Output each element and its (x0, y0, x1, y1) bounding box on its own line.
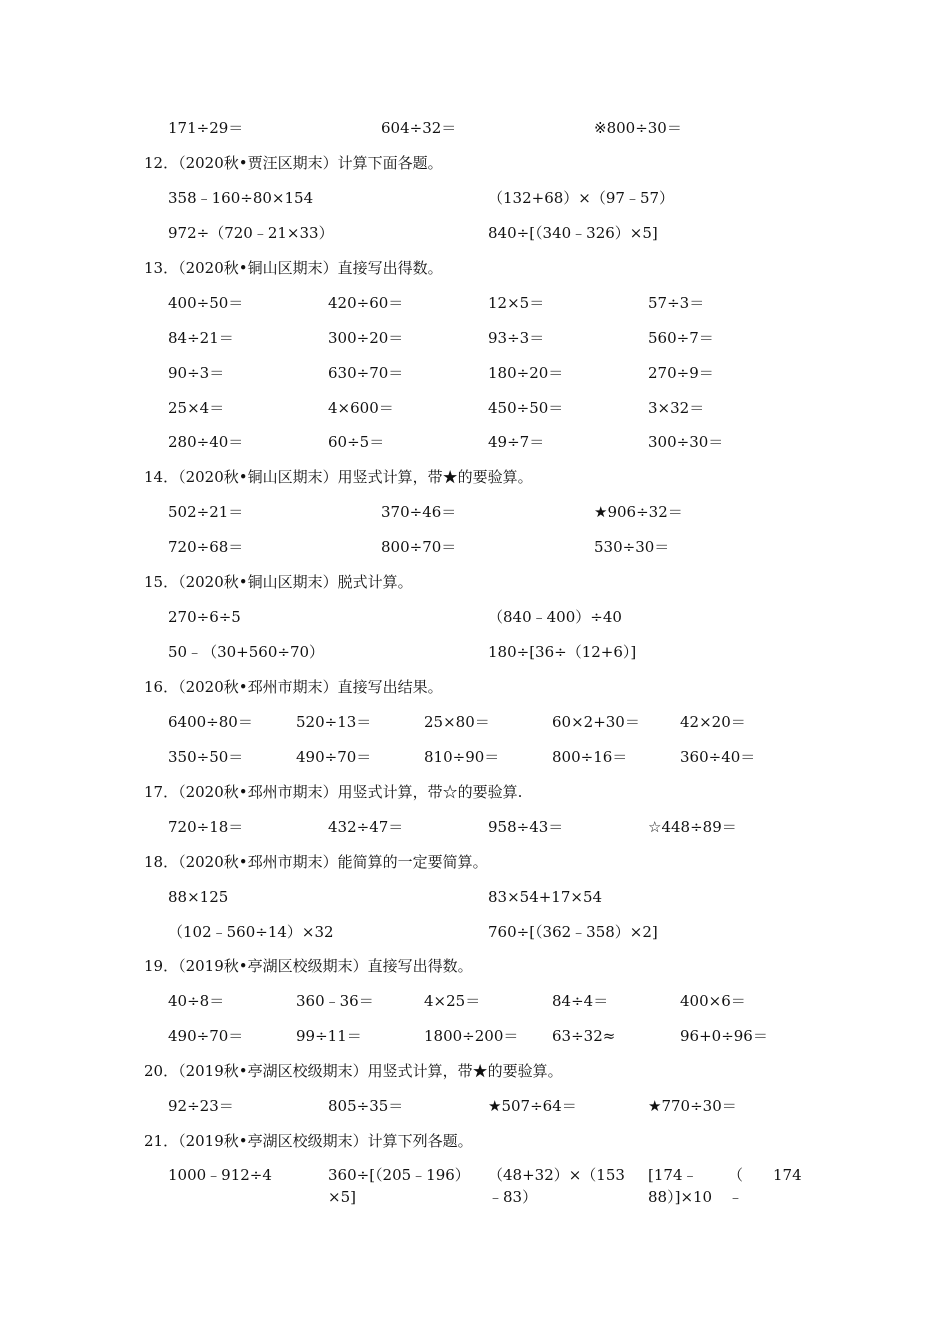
exercise: 42×20＝ (680, 713, 746, 731)
exercise: 180÷20＝ (488, 364, 564, 382)
question-12-title: 12．（2020秋•贾汪区期末）计算下面各题。 (144, 154, 443, 172)
exercise: 99÷11＝ (296, 1027, 362, 1045)
exercise: 560÷7＝ (648, 329, 714, 347)
exercise-row (0, 396, 950, 420)
exercise: （132+68）×（97﹣57） (488, 189, 675, 207)
exercise: 958÷43＝ (488, 818, 564, 836)
exercise: ★770÷30＝ (648, 1097, 737, 1115)
question-16-title: 16．（2020秋•邳州市期末）直接写出结果。 (144, 678, 443, 696)
exercise-row (0, 920, 950, 944)
exercise: 1000﹣912÷4 (168, 1166, 272, 1184)
exercise: ☆448÷89＝ (648, 818, 737, 836)
exercise-row (0, 640, 950, 664)
exercise: 171÷29＝ (168, 119, 244, 137)
exercise: 720÷18＝ (168, 818, 244, 836)
exercise: 358﹣160÷80×154 (168, 189, 314, 207)
exercise: 90÷3＝ (168, 364, 225, 382)
exercise-row (0, 326, 950, 350)
exercise-row (0, 1024, 950, 1048)
exercise: 4×25＝ (424, 992, 481, 1010)
exercise: 360÷[（205﹣196）×5] (328, 1166, 470, 1206)
exercise: （48+32）×（153﹣83） (488, 1166, 625, 1206)
exercise: 60÷5＝ (328, 433, 385, 451)
exercise: ★906÷32＝ (594, 503, 683, 521)
exercise: 360÷40＝ (680, 748, 756, 766)
exercise: 57÷3＝ (648, 294, 705, 312)
exercise: 300÷20＝ (328, 329, 404, 347)
exercise: [174﹣88）]×10 (648, 1166, 713, 1206)
exercise-row (0, 605, 950, 629)
exercise: 12×5＝ (488, 294, 545, 312)
exercise: 720÷68＝ (168, 538, 244, 556)
exercise: 3×32＝ (648, 399, 705, 417)
exercise: 270÷9＝ (648, 364, 714, 382)
exercise: （102﹣560÷14）×32 (168, 923, 334, 941)
exercise: 800÷70＝ (381, 538, 457, 556)
exercise: 432÷47＝ (328, 818, 404, 836)
exercise: 270÷6÷5 (168, 608, 241, 626)
exercise: 760÷[（362﹣358）×2] (488, 923, 658, 941)
exercise: 88×125 (168, 888, 229, 906)
exercise: 350÷50＝ (168, 748, 244, 766)
exercise-row (0, 535, 950, 559)
exercise: 83×54+17×54 (488, 888, 603, 906)
exercise: 1800÷200＝ (424, 1027, 519, 1045)
exercise-row (0, 815, 950, 839)
exercise: 490÷70＝ (296, 748, 372, 766)
exercise-row (0, 710, 950, 734)
exercise: 92÷23＝ (168, 1097, 234, 1115)
exercise: 25×80＝ (424, 713, 490, 731)
exercise: 502÷21＝ (168, 503, 244, 521)
question-21-title: 21．（2019秋•亭湖区校级期末）计算下列各题。 (144, 1132, 473, 1150)
exercise: ★507÷64＝ (488, 1097, 577, 1115)
exercise: 400÷50＝ (168, 294, 244, 312)
question-13-title: 13．（2020秋•铜山区期末）直接写出得数。 (144, 259, 443, 277)
question-15-title: 15．（2020秋•铜山区期末）脱式计算。 (144, 573, 413, 591)
exercise-row (0, 291, 950, 315)
exercise: （ 174﹣ (728, 1166, 802, 1206)
exercise: 520÷13＝ (296, 713, 372, 731)
question-17-title: 17．（2020秋•邳州市期末）用竖式计算，带☆的要验算. (144, 783, 523, 801)
exercise: 40÷8＝ (168, 992, 225, 1010)
exercise: 840÷[（340﹣326）×5] (488, 224, 658, 242)
exercise: 972÷（720﹣21×33） (168, 224, 334, 242)
exercise: 93÷3＝ (488, 329, 545, 347)
exercise: 604÷32＝ (381, 119, 457, 137)
exercise: 4×600＝ (328, 399, 394, 417)
exercise: （840﹣400）÷40 (488, 608, 622, 626)
exercise: 810÷90＝ (424, 748, 500, 766)
exercise-row (0, 745, 950, 769)
exercise-row (0, 361, 950, 385)
exercise: 180÷[36÷（12+6）] (488, 643, 637, 661)
top-exercise-row (0, 116, 950, 140)
exercise: 300÷30＝ (648, 433, 724, 451)
exercise: 60×2+30＝ (552, 713, 640, 731)
exercise: 530÷30＝ (594, 538, 670, 556)
exercise: 450÷50＝ (488, 399, 564, 417)
exercise: 84÷4＝ (552, 992, 609, 1010)
exercise: ※800÷30＝ (594, 119, 682, 137)
exercise-row (0, 989, 950, 1013)
exercise: 370÷46＝ (381, 503, 457, 521)
exercise: 63÷32≈ (552, 1027, 616, 1045)
exercise: 49÷7＝ (488, 433, 545, 451)
question-20-title: 20．（2019秋•亭湖区校级期末）用竖式计算，带★的要验算。 (144, 1062, 563, 1080)
exercise: 280÷40＝ (168, 433, 244, 451)
exercise: 800÷16＝ (552, 748, 628, 766)
exercise: 25×4＝ (168, 399, 225, 417)
exercise: 360﹣36＝ (296, 992, 374, 1010)
exercise-row (0, 500, 950, 524)
exercise: 630÷70＝ (328, 364, 404, 382)
exercise: 420÷60＝ (328, 294, 404, 312)
exercise-row (0, 1094, 950, 1118)
exercise: 50﹣（30+560÷70） (168, 643, 325, 661)
exercise-row (0, 186, 950, 210)
exercise-row (0, 885, 950, 909)
exercise: 84÷21＝ (168, 329, 234, 347)
exercise-row (0, 430, 950, 454)
exercise-row (0, 221, 950, 245)
exercise: 400×6＝ (680, 992, 746, 1010)
exercise: 490÷70＝ (168, 1027, 244, 1045)
question-14-title: 14．（2020秋•铜山区期末）用竖式计算，带★的要验算。 (144, 468, 533, 486)
exercise: 96+0÷96＝ (680, 1027, 768, 1045)
exercise: 6400÷80＝ (168, 713, 253, 731)
exercise: 805÷35＝ (328, 1097, 404, 1115)
question-19-title: 19．（2019秋•亭湖区校级期末）直接写出得数。 (144, 957, 473, 975)
question-18-title: 18．（2020秋•邳州市期末）能简算的一定要简算。 (144, 853, 488, 871)
